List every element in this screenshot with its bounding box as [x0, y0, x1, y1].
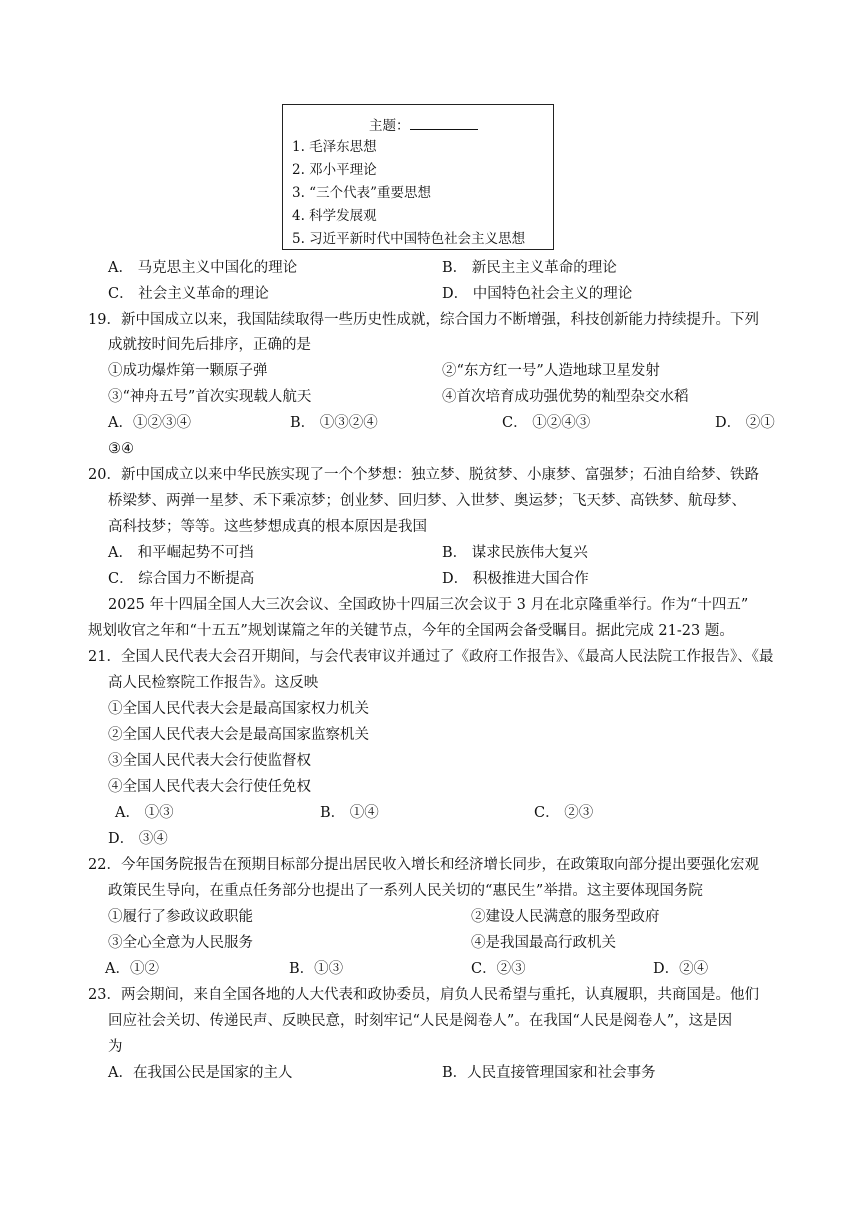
theme-blank — [410, 115, 478, 130]
q23-option-b: B．人民直接管理国家和社会事务 — [442, 1065, 656, 1081]
q21-option-d: D． ③④ — [108, 831, 168, 847]
passage-line: 规划收官之年和“十五五”规划谋篇之年的关键节点，今年的全国两会备受瞩目。据此完成 21-23 题。 — [88, 623, 734, 639]
q23-stem-line: 回应社会关切、传递民声、反映民意，时刻牢记“人民是阅卷人”。在我国“人民是阅卷人”，这是因 — [108, 1013, 733, 1029]
theme-label: 主题： — [369, 118, 410, 134]
q21-item-4: ④全国人民代表大会行使任免权 — [108, 779, 311, 795]
q19-option-c: C． ①②④③ — [502, 415, 591, 431]
q20-option-b: B． 谋求民族伟大复兴 — [442, 545, 588, 561]
q19-option-d-wrap: ③④ — [108, 441, 134, 457]
q18-option-b: B． 新民主主义革命的理论 — [442, 260, 617, 276]
passage-line: 2025 年十四届全国人大三次会议、全国政协十四届三次会议于 3 月在北京隆重举行。作为“十四五” — [108, 597, 749, 613]
q21-item-1: ①全国人民代表大会是最高国家权力机关 — [108, 701, 369, 717]
q19-stem-line: 成就按时间先后排序，正确的是 — [108, 337, 311, 353]
q22-option-a: A．①② — [105, 961, 159, 977]
q20-option-c: C． 综合国力不断提高 — [108, 571, 255, 587]
theme-item: 1. 毛泽东思想 — [292, 139, 377, 155]
q22-stem-line: 22．今年国务院报告在预期目标部分提出居民收入增长和经济增长同步，在政策取向部分提出要强化宏观 — [88, 857, 759, 873]
q21-option-b: B． ①④ — [320, 805, 379, 821]
theme-item: 2. 邓小平理论 — [292, 162, 377, 178]
q21-option-a: A． ①③ — [115, 805, 174, 821]
q23-stem-line: 为 — [108, 1039, 123, 1055]
q20-stem-line: 20．新中国成立以来中华民族实现了一个个梦想：独立梦、脱贫梦、小康梦、富强梦；石油自给梦、铁路 — [88, 467, 759, 483]
theme-title — [369, 115, 478, 136]
q20-option-d: D． 积极推进大国合作 — [442, 571, 589, 587]
q19-item-4: ④首次培育成功强优势的籼型杂交水稻 — [442, 389, 689, 405]
q21-item-3: ③全国人民代表大会行使监督权 — [108, 753, 311, 769]
q19-item-1: ①成功爆炸第一颗原子弹 — [108, 363, 268, 379]
q19-option-a: A．①②③④ — [108, 415, 191, 431]
q23-stem-line: 23．两会期间，来自全国各地的人大代表和政协委员，肩负人民希望与重托，认真履职，共商国是。他们 — [88, 987, 759, 1003]
q22-option-b: B．①③ — [289, 961, 344, 977]
theme-item: 4. 科学发展观 — [292, 208, 377, 224]
q20-stem-line: 高科技梦；等等。这些梦想成真的根本原因是我国 — [108, 519, 427, 535]
q21-option-c: C． ②③ — [534, 805, 594, 821]
q19-option-b: B． ①③②④ — [290, 415, 378, 431]
q22-item-4: ④是我国最高行政机关 — [471, 935, 616, 951]
q19-option-d: D． ②① — [715, 415, 775, 431]
q22-option-c: C．②③ — [471, 961, 526, 977]
theme-box — [282, 104, 554, 250]
q19-stem-line: 19．新中国成立以来，我国陆续取得一些历史性成就，综合国力不断增强，科技创新能力持续提升。下列 — [88, 312, 759, 328]
q20-stem-line: 桥梁梦、两弹一星梦、禾下乘凉梦；创业梦、回归梦、入世梦、奥运梦；飞天梦、高铁梦、航母梦、 — [108, 493, 746, 509]
theme-item: 5. 习近平新时代中国特色社会主义思想 — [292, 231, 526, 247]
q21-stem-line: 21．全国人民代表大会召开期间，与会代表审议并通过了《政府工作报告》、《最高人民法院工作报告》、《最 — [88, 649, 774, 665]
q21-stem-line: 高人民检察院工作报告》。这反映 — [108, 675, 319, 691]
q18-option-a: A． 马克思主义中国化的理论 — [108, 260, 298, 276]
q22-item-2: ②建设人民满意的服务型政府 — [471, 909, 660, 925]
q22-item-3: ③全心全意为人民服务 — [108, 935, 253, 951]
q22-item-1: ①履行了参政议政职能 — [108, 909, 253, 925]
theme-item: 3. “三个代表”重要思想 — [292, 185, 431, 201]
q19-item-2: ②“东方红一号”人造地球卫星发射 — [442, 363, 660, 379]
q18-option-d: D． 中国特色社会主义的理论 — [442, 286, 633, 302]
q21-item-2: ②全国人民代表大会是最高国家监察机关 — [108, 727, 369, 743]
q20-option-a: A． 和平崛起势不可挡 — [108, 545, 254, 561]
q22-option-d: D．②④ — [653, 961, 709, 977]
q19-item-3: ③“神舟五号”首次实现载人航天 — [108, 389, 312, 405]
q23-option-a: A．在我国公民是国家的主人 — [108, 1065, 293, 1081]
q18-option-c: C． 社会主义革命的理论 — [108, 286, 269, 302]
q22-stem-line: 政策民生导向，在重点任务部分也提出了一系列人民关切的“惠民生”举措。这主要体现国务院 — [108, 883, 703, 899]
